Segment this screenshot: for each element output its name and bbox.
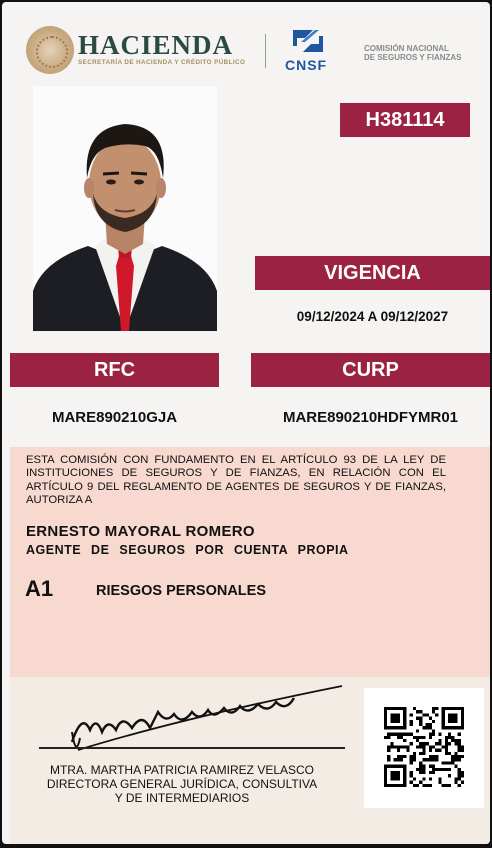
- category-description: RIESGOS PERSONALES: [96, 583, 267, 599]
- holder-photo: [33, 86, 217, 331]
- holder-portrait-image: [33, 86, 217, 331]
- validity-dates: 09/12/2024 A 09/12/2027: [296, 309, 449, 324]
- qr-code-icon: [384, 707, 464, 787]
- license-code-badge: H381114: [340, 103, 470, 137]
- rfc-value: MARE890210GJA: [51, 409, 178, 426]
- header-divider: [265, 34, 266, 68]
- cnsf-logo-icon: [289, 26, 327, 56]
- curp-label: CURP: [251, 353, 490, 387]
- seal-inner-ring: [36, 36, 68, 68]
- signer-name: MTRA. MARTHA PATRICIA RAMIREZ VELASCO: [49, 763, 315, 777]
- agency-subtitle: SECRETARÍA DE HACIENDA Y CRÉDITO PÚBLICO: [78, 59, 246, 66]
- commission-name: [364, 44, 462, 62]
- commission-name-line2: DE SEGUROS Y FIANZAS: [364, 53, 462, 62]
- authorization-text: ESTA COMISIÓN CON FUNDAMENTO EN EL ARTÍCULO 93 DE LA LEY DE INSTITUCIONES DE SEGUROS Y DE FIANZAS, EN RELACIÓN CON EL ARTÍCULO 9 DEL REGLAMENTO DE AGENTES DE SEGUROS Y DE FIANZAS, AUTORIZA A: [26, 454, 446, 506]
- holder-role: AGENTE DE SEGUROS POR CUENTA PROPIA: [26, 543, 349, 557]
- signer-block: [22, 763, 342, 805]
- signer-title-line1: DIRECTORA GENERAL JURÍDICA, CONSULTIVA: [46, 777, 318, 791]
- holder-name: ERNESTO MAYORAL ROMERO: [26, 523, 255, 540]
- commission-name-line1: COMISIÓN NACIONAL: [364, 44, 449, 53]
- license-card: [2, 2, 490, 844]
- signature-image: [62, 672, 352, 762]
- signer-title-line2: Y DE INTERMEDIARIOS: [114, 791, 250, 805]
- agency-name: HACIENDA: [78, 30, 234, 60]
- validity-label: VIGENCIA: [255, 256, 490, 290]
- commission-acronym: CNSF: [285, 57, 328, 73]
- signature-line: [39, 747, 345, 749]
- curp-value: MARE890210HDFYMR01: [282, 409, 459, 426]
- rfc-label: RFC: [10, 353, 219, 387]
- category-code: A1: [25, 576, 54, 601]
